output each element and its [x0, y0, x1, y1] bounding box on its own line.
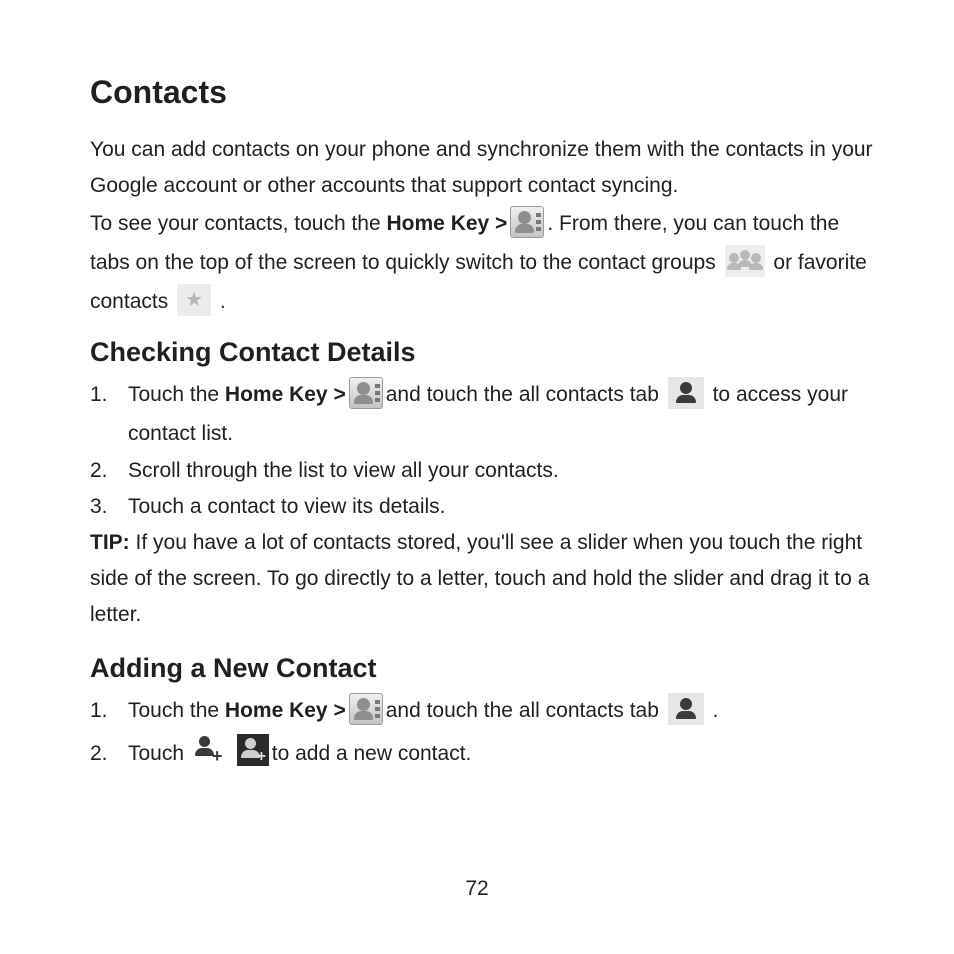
manual-page: [90, 72, 880, 773]
contacts-app-icon: [349, 693, 383, 725]
all-contacts-tab-icon: [668, 693, 704, 725]
page-title: Contacts: [90, 74, 227, 110]
intro-paragraph-1: You can add contacts on your phone and synchronize them with the contacts in your Google account or other accounts that support contact syncing.: [90, 138, 873, 197]
tip-label: TIP:: [90, 531, 130, 554]
tip-text: If you have a lot of contacts stored, you'll see a slider when you touch the right side of the screen. To go directly to a letter, touch and hold the slider and drag it to a letter.: [90, 531, 870, 626]
list-item: 2. Scroll through the list to view all your contacts.: [90, 459, 559, 482]
contacts-app-icon: [349, 377, 383, 409]
favorites-star-icon: ★: [177, 284, 211, 316]
section-heading-adding-a-new-contact: Adding a New Contact: [90, 653, 377, 683]
groups-tab-icon: [725, 245, 765, 277]
contacts-app-icon: [510, 206, 544, 238]
intro-p2-text-d: .: [219, 290, 226, 313]
list-item: 2. Touch + + to add a new contact.: [90, 734, 880, 773]
page-number: 72: [465, 877, 489, 900]
tip-paragraph: [90, 525, 880, 633]
intro-p2-home-key: Home Key >: [386, 212, 508, 235]
all-contacts-tab-icon: [668, 377, 704, 409]
intro-p2-text-a: To see your contacts, touch the: [90, 212, 387, 235]
intro-p2-text-c: or favorite contacts: [90, 251, 867, 313]
list-item: 3. Touch a contact to view its details.: [90, 495, 446, 518]
checking-steps-list: [90, 375, 880, 525]
add-contact-dark-icon: +: [237, 734, 269, 766]
add-contact-icon: +: [193, 734, 225, 766]
list-item: 1. Touch the Home Key > and touch the all contacts tab to access your contact list.: [90, 375, 880, 453]
intro-paragraph-2: [90, 204, 880, 321]
intro-p2-text-b: . From there, you can touch the tabs on the top of the screen to quickly switch to the contact groups: [90, 212, 840, 274]
list-item: 1. Touch the Home Key > and touch the all contacts tab .: [90, 691, 880, 730]
adding-steps-list: [90, 691, 880, 773]
section-heading-checking-contact-details: Checking Contact Details: [90, 337, 416, 367]
